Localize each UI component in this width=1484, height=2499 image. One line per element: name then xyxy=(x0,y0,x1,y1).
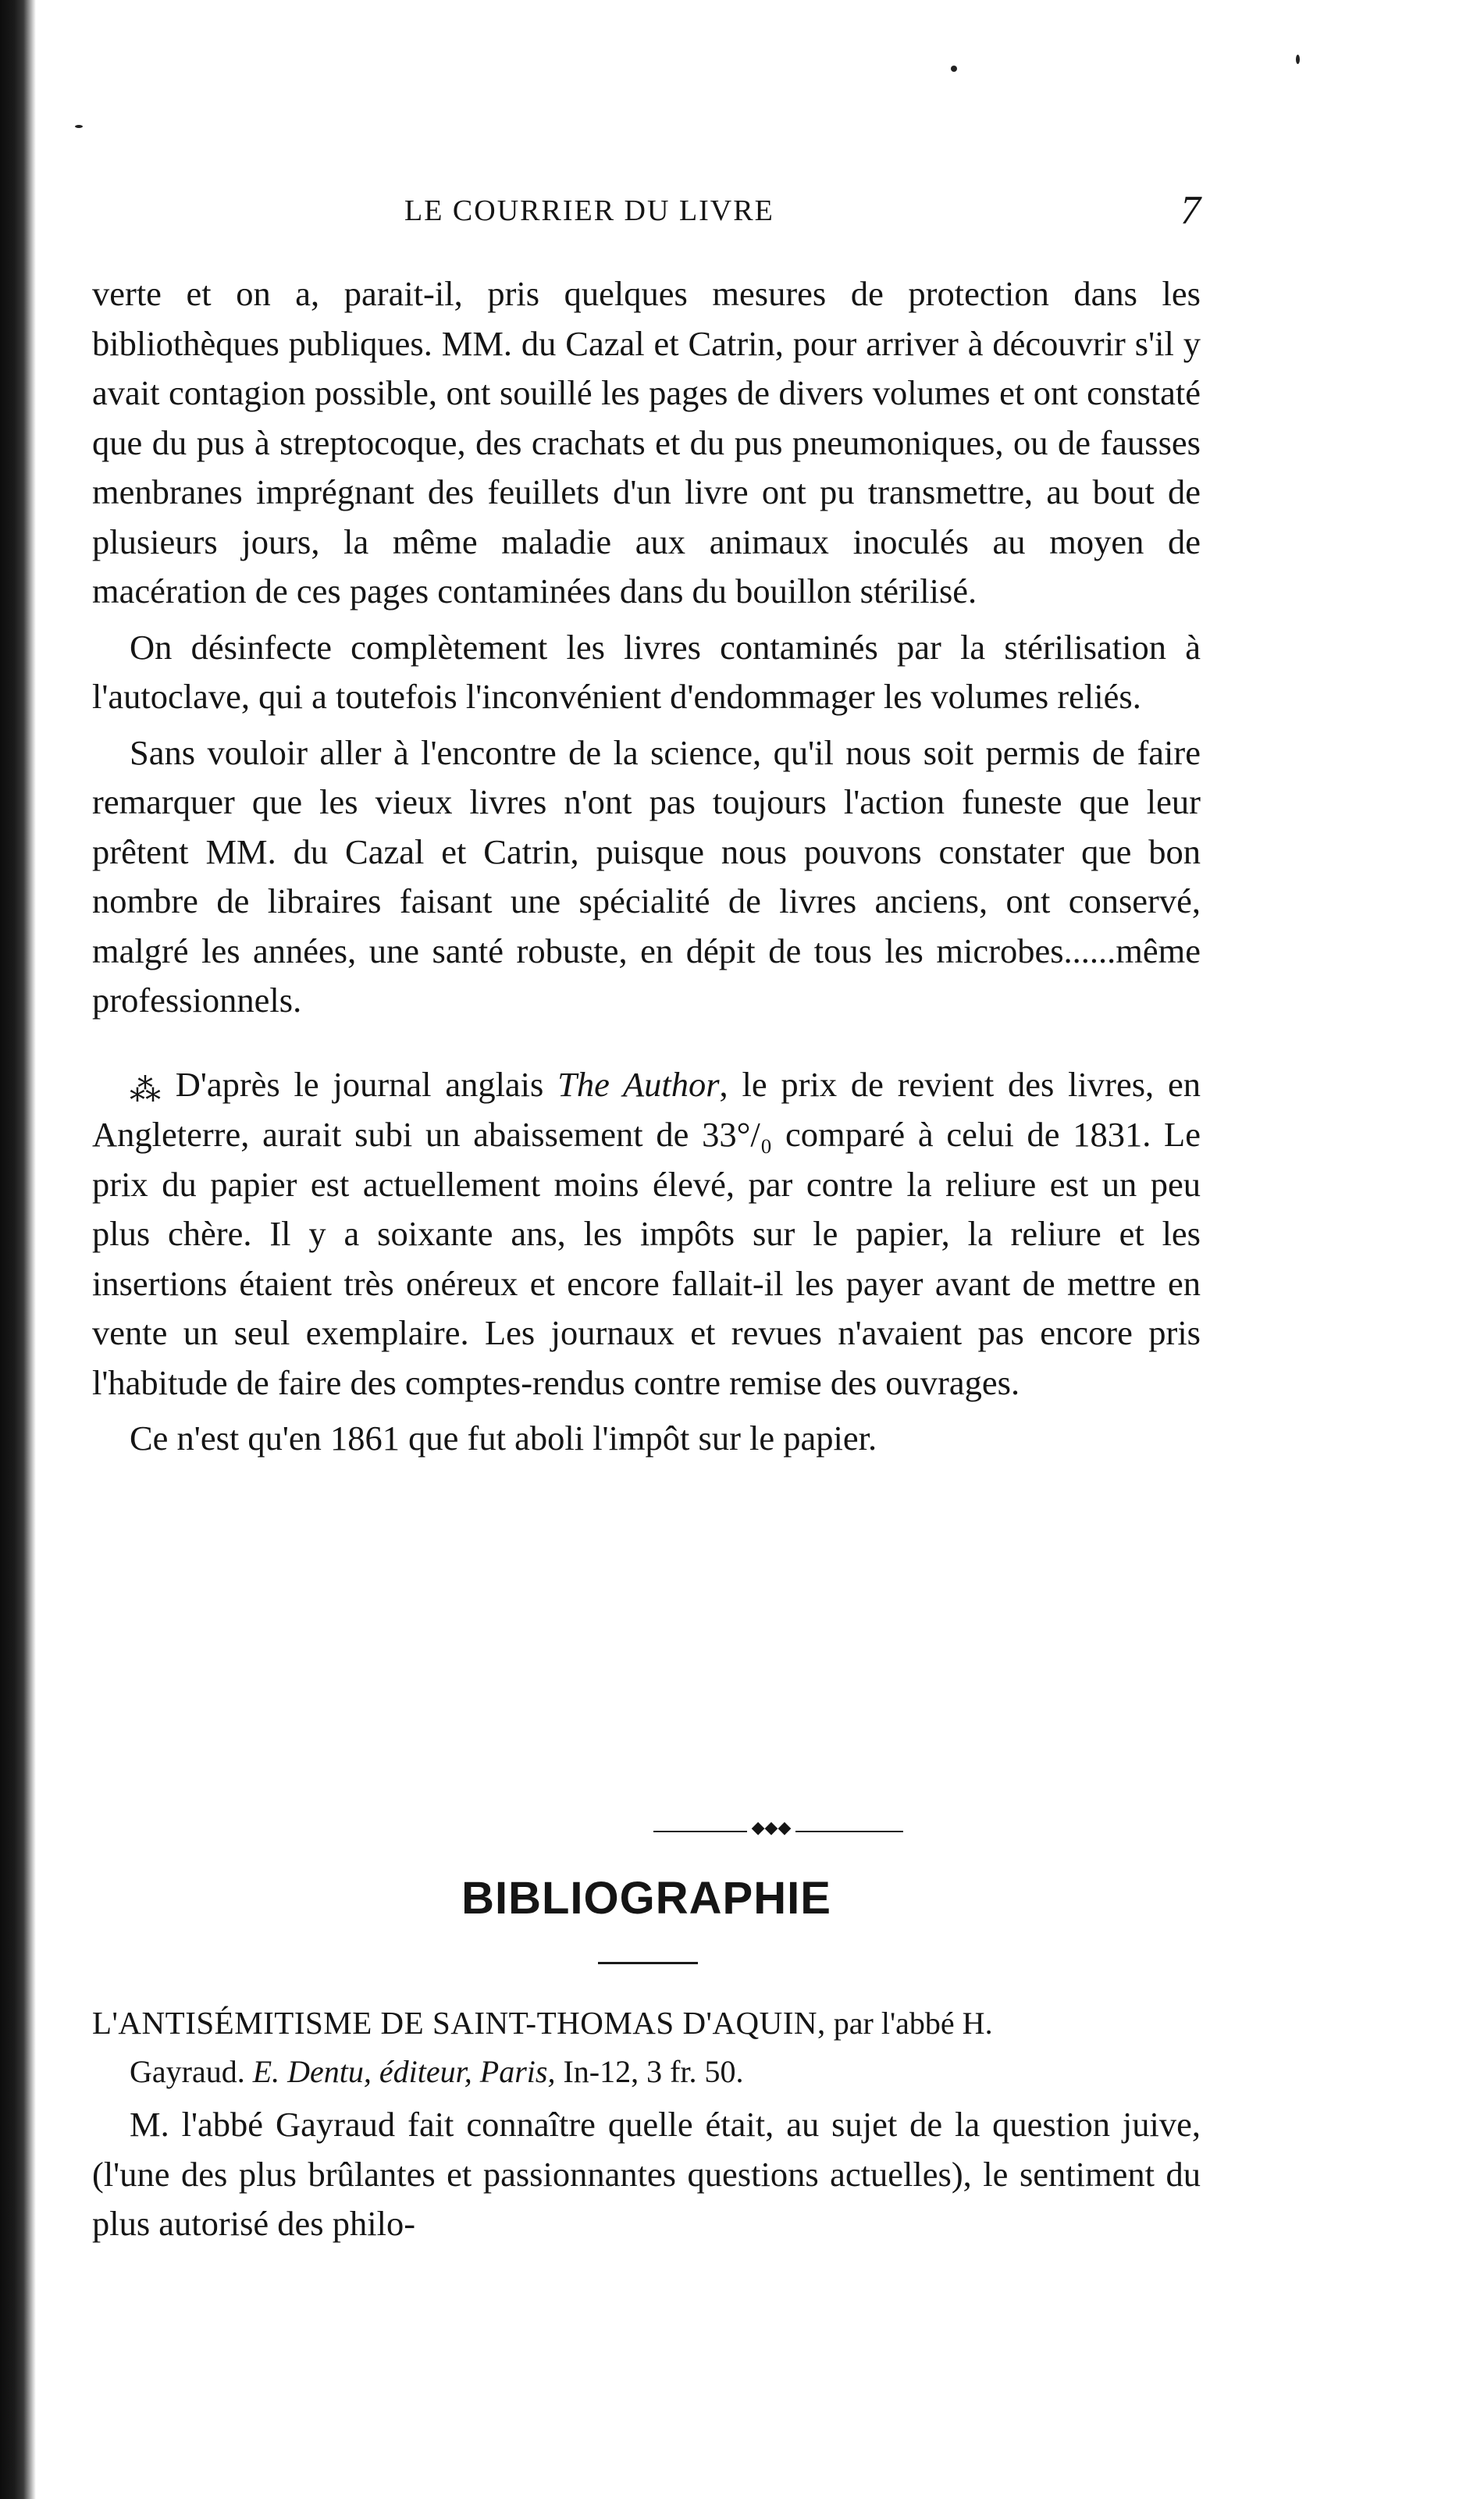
journal-title: LE COURRIER DU LIVRE xyxy=(404,194,774,227)
format-price: In-12, 3 fr. 50. xyxy=(563,2054,744,2089)
paragraph-paper-tax: Ce n'est qu'en 1861 que fut aboli l'impôt sur le papier. xyxy=(130,1419,877,1458)
section-title: BIBLIOGRAPHIE xyxy=(461,1873,831,1924)
article-body xyxy=(92,269,1201,1464)
bibliography-entry xyxy=(92,1999,1201,2096)
scan-speck xyxy=(1296,55,1300,64)
section-title-rule xyxy=(598,1962,698,1964)
author-prefix: par l'abbé H. xyxy=(833,2006,993,2041)
asterism-ornament: ⁂ xyxy=(130,1072,165,1108)
page-number: 7 xyxy=(1180,188,1201,233)
paragraph-disinfection: On désinfecte complètement les livres contaminés par la stérilisation à l'autoclave, qui a toutefois l'inconvénient d'endommager les volumes reliés. xyxy=(92,627,1201,716)
paragraph-old-books: Sans vouloir aller à l'encontre de la science, qu'il nous soit permis de faire remarquer que les vieux livres n'ont pas toujours l'action funeste que leur prêtent MM. du Cazal et Catrin, puisque nous pouvons constater que bon nombre de libraires faisant une spécialité de livres anciens, ont conservé, malgré les années, une santé robuste, en dépit de tous les microbes......même professionnels. xyxy=(92,732,1201,1020)
author-name: Gayraud. xyxy=(130,2054,245,2089)
journal-name: The Author xyxy=(557,1064,720,1104)
binding-gutter-shadow xyxy=(0,0,36,2499)
divider-diamonds: ◆◆◆ xyxy=(747,1817,796,1838)
scan-speck xyxy=(75,125,83,128)
bibliography-entry-line1 xyxy=(92,1999,1201,2048)
news-item-lead: D'après le journal anglais xyxy=(175,1064,558,1104)
scan-speck xyxy=(951,66,957,72)
review-body xyxy=(92,2100,1201,2249)
news-item-book-prices xyxy=(92,1060,1201,1408)
publisher: E. Dentu, éditeur, Paris, xyxy=(252,2054,556,2089)
section-divider-ornament xyxy=(92,1819,1201,1839)
book-title: L'ANTISÉMITISME DE SAINT-THOMAS D'AQUIN, xyxy=(92,2005,826,2041)
bibliography-entry-line2 xyxy=(92,2048,1201,2096)
paragraph-review: M. l'abbé Gayraud fait connaître quelle était, au sujet de la question juive, (l'une des plus brûlantes et passionnantes questions actuelles), le sentiment du plus autorisé des philo- xyxy=(92,2105,1201,2243)
paragraph-contagion-study: verte et on a, parait-il, pris quelques mesures de protection dans les bibliothèques publiques. MM. du Cazal et Catrin, pour arriver à découvrir s'il y avait contagion possible, ont souillé les pages de divers volumes et ont constaté que du pus à streptocoque, des crachats et du pus pneumoniques, ou de fausses menbranes imprégnant des feuillets d'un livre ont pu transmettre, au bout de plusieurs jours, la même maladie aux animaux inoculés au moyen de macération de ces pages contaminées dans du bouillon stérilisé. xyxy=(92,274,1201,611)
running-head xyxy=(92,187,1201,234)
news-item-text: , le prix de revient des livres, en Angleterre, aurait subi un abaissement de 33°/₀ comparé à celui de 1831. Le prix du papier est actuellement moins élevé, par contre la reliure est un peu plus chère. Il y a soixante ans, les impôts sur le papier, la reliure et les insertions étaient très onéreux et encore fallait-il les payer avant de mettre en vente un seul exemplaire. Les journaux et revues n'avaient pas encore pris l'habitude de faire des comptes-rendus contre remise des ouvrages. xyxy=(92,1064,1201,1402)
